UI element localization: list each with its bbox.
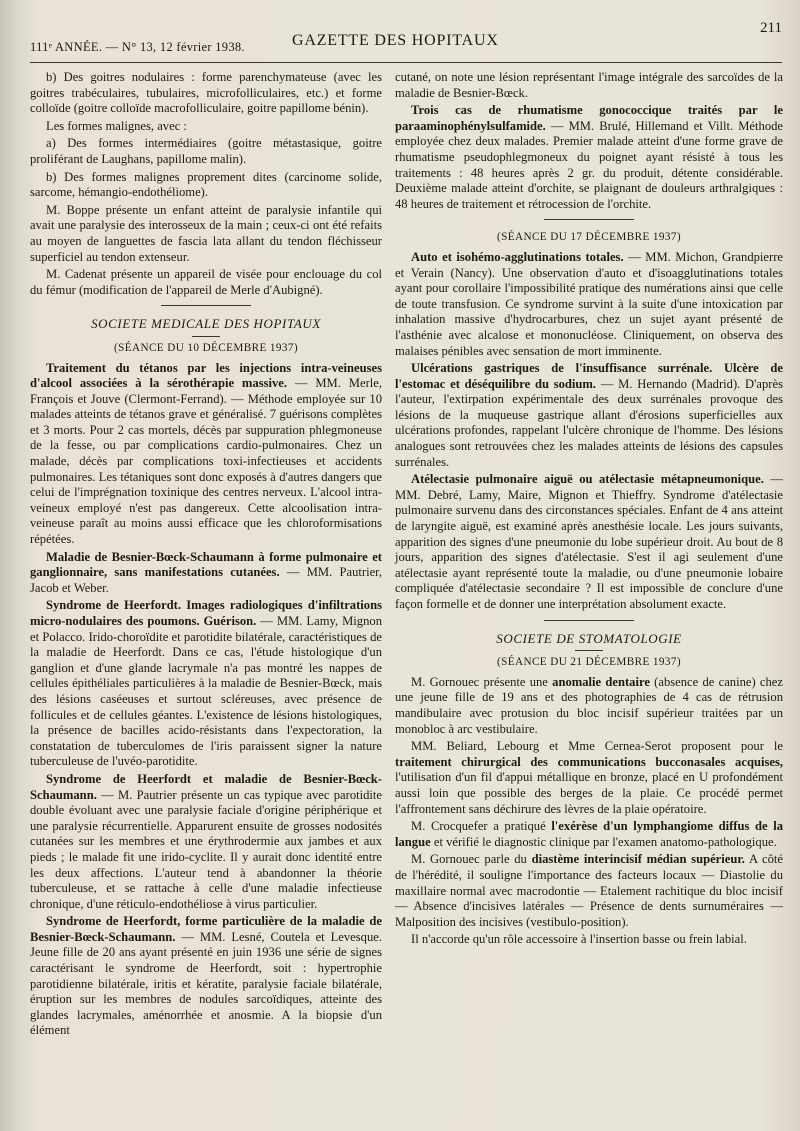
- article-paragraph: [395, 819, 783, 850]
- article-paragraph: [395, 932, 783, 948]
- article-paragraph: [395, 739, 783, 817]
- article-lead: M. Crocquefer a pratiqué: [411, 819, 552, 834]
- section-divider: [575, 650, 603, 651]
- article-body: et vérifié le diagnostic clinique par l'examen anatomo-pathologique.: [430, 834, 777, 849]
- article-body: (absence de canine) chez une jeune fille de 19 ans et des photographies de 4 cas de rétrusion mandibulaire avec protusion du bloc incisif supérieur traitées par un monobloc à arc vestibulaire.: [395, 674, 783, 736]
- article-title: Maladie de Besnier-Bœck-Schaumann à forme pulmonaire et ganglionnaire, sans manifestations cutanées.: [30, 549, 382, 580]
- session-date: (SÉANCE DU 10 DÉCEMBRE 1937): [114, 341, 298, 354]
- intro-paragraph: a) Des formes intermédiaires (goitre métastasique, goitre proliférant de Laughans, papillome malin).: [30, 136, 382, 166]
- intro-paragraph: Les formes malignes, avec :: [46, 118, 187, 133]
- article-paragraph: [30, 550, 382, 597]
- article-paragraph: [30, 772, 382, 912]
- article-paragraph: [30, 914, 382, 1039]
- article-paragraph: [30, 598, 382, 770]
- section-divider: [161, 305, 251, 306]
- article-paragraph: [395, 361, 783, 470]
- left-column: [30, 70, 382, 1041]
- intro-paragraph: M. Boppe présente un enfant atteint de paralysie infantile qui avait une paralysie des interosseux de la main ; ceux-ci ont été refaits au moyen de languettes de fascia lata allant du tendon fléchisseur superficiel au tendon extenseur.: [30, 202, 382, 264]
- article-title: Atélectasie pulmonaire aiguë ou atélectasie métapneumonique.: [411, 472, 764, 487]
- right-column: [395, 70, 783, 950]
- article-title: Ulcérations gastriques de l'insuffisance surrénale. Ulcère de l'estomac et déséquilibre du sodium.: [395, 361, 783, 391]
- article-title: Auto et isohémo-agglutinations totales.: [411, 249, 624, 264]
- article-paragraph: [30, 361, 382, 548]
- article-body: — MM. Pautrier, Jacob et Weber.: [30, 565, 382, 595]
- article-body: — MM. Lamy, Mignon et Polacco. Irido-choroïdite et parotidite bilatérale, caractéristiques de la maladie de Heerfordt. Dans ce cas, l'étude histologique d'un ganglion et d'une glande lacrymale n'a pas montré les nappes de cellules épithéliales particulières à la maladie de Besnier-Bœck, mais des lésions caséeuses et surtout scléreuses, avec présence de follicules et de cellules géantes. L'existence de lésions histologiques, la présence de bacilles acido-résistants dans l'expectoration, la constatation de tuberculomes de l'iris paraissent signer la nature tuberculeuse de l'uvéo-parotidite.: [30, 614, 382, 769]
- article-body: — M. Pautrier présente un cas typique avec parotidite double évoluant avec une paralysie faciale d'origine périphérique et une paralysie récurrentielle. Apparurent ensuite de grosses nodosités cutanées sur les membres et une érythrodermie aux jambes et aux pieds ; le malade fit une irido-cyclite. Il y aurait donc identité entre les deux affections. L'auteur tend à abandonner la théorie tuberculeuse, et se rattache à celle d'une maladie infectieuse chronique, d'une réticulo-endothéliose à virus particulier.: [30, 787, 382, 911]
- journal-title: GAZETTE DES HOPITAUX: [292, 32, 499, 49]
- intro-paragraph: b) Des goitres nodulaires : forme parenchymateuse (avec les goitres trabéculaires, tubulaires, microfolliculaires, etc.) et forme colloïde (goitre colloïde macrofolliculaire, goitre papillome bénin).: [30, 70, 382, 116]
- article-lead: MM. Beliard, Lebourg et Mme Cernea-Serot proposent pour le: [411, 739, 783, 754]
- header-rule: [30, 62, 782, 63]
- article-body: — M. Hernando (Madrid). D'après l'auteur, l'extirpation expérimentale des deux surrénales provoque des lésions de la muqueuse gastrique allant d'érosions superficielles aux ulcérations profondes, rappelant l'ulcère chronique de l'homme. Des lésions analogues sont retrouvées chez les malades atteints de lésions des capsules surrénales.: [395, 376, 783, 469]
- article-title: traitement chirurgical des communications bucconasales acquises,: [395, 754, 783, 769]
- article-lead: M. Gornouec parle du: [411, 852, 532, 867]
- article-paragraph: [395, 103, 783, 212]
- continuation-paragraph: cutané, on note une lésion représentant l'image intégrale des sarcoïdes de la maladie de Besnier-Bœck.: [395, 70, 783, 100]
- intro-paragraph: M. Cadenat présente un appareil de visée pour enclouage du col du fémur (modification de l'appareil de Merle d'Aubigné).: [30, 267, 382, 297]
- article-title: Syndrome de Heerfordt et maladie de Besnier-Bœck-Schaumann.: [30, 771, 382, 802]
- article-lead: M. Gornouec présente une: [411, 674, 553, 689]
- article-body: — MM. Michon, Grandpierre et Verain (Nancy). Une observation d'auto et d'isoagglutinations totales ayant pour corollaire l'impossibilité pratique des numérations ainsi que celle de toute transfusion. Ce syndrome survint à la suite d'une intoxication par inhalation massive d'hydrocarbures, chez un sujet ayant présenté de l'asthénie avec alcalose et mononucléose. Cliniquement, on observa des malaises pénibles avec sensation de mort imminente.: [395, 249, 783, 358]
- article-title: l'exérèse d'un lymphangiome diffus de la langue: [395, 819, 783, 849]
- society-title: SOCIETE MEDICALE DES HOPITAUX: [91, 316, 321, 332]
- section-divider: [192, 336, 220, 337]
- session-date: (SÉANCE DU 21 DÉCEMBRE 1937): [497, 656, 681, 669]
- article-title: Traitement du tétanos par les injections intra-veineuses d'alcool associées à la sérothérapie massive.: [30, 360, 382, 391]
- society-title: SOCIETE DE STOMATOLOGIE: [496, 630, 682, 646]
- article-body: A côté de l'hérédité, il souligne l'importance des facteurs locaux — Diastolie du maxillaire normal avec macrodontie — Etalement rachitique du bloc incisif — Absence d'incisives latérales — Présence de dents surnuméraires — Malposition des incisives (vestibulo-position).: [395, 852, 784, 929]
- article-paragraph: [395, 852, 783, 930]
- session-date: (SÉANCE DU 17 DÉCEMBRE 1937): [497, 231, 681, 244]
- article-title: diastème interincisif médian supérieur.: [531, 852, 745, 867]
- article-paragraph: [395, 472, 783, 612]
- article-body: — MM. Merle, François et Jouve (Clermont-Ferrand). — Méthode employée sur 10 malades atteints de tétanos grave et généralisé. 7 guérisons complètes et 3 morts. Pour 2 cas mortels, décès par suppuration phlegmoneuse de la fesse, ou par complications cardio-pulmonaires. Chez un malade, décès par complications toxi-infectieuses et accidents pulmonaires. Les tétaniques sont donc exposés à d'autres dangers que celui de l'imprégnation toxinique des centres nerveux. L'alcool intra-veineux employé n'est pas dangereux. Cette alcoolisation intra-veineuse paraît au moins aussi efficace que les chloroformisations répétées.: [30, 376, 382, 547]
- article-paragraph: [395, 675, 783, 737]
- article-title: Syndrome de Heerfordt. Images radiologiques d'infiltrations micro-nodulaires des poumons. Guérison.: [30, 598, 382, 628]
- section-divider: [544, 219, 634, 220]
- issue-info: 111ᵉ ANNÉE. — N° 13, 12 février 1938.: [30, 40, 245, 54]
- article-body: — MM. Debré, Lamy, Maire, Mignon et Thieffry. Syndrome d'atélectasie pulmonaire survenu dans des circonstances spéciales. Enfant de 4 ans atteint de laryngite aiguë, est examiné après anesthésie locale. Les jours suivants, apparition des signes d'une pneumonie du lobe supérieur droit. Au bout de 8 jours, apparition des signes d'atélectasie. S'est il agi seulement d'une atélectasie ayant représenté toute la maladie, ou d'une pneumonie lobaire compliquée d'atélectasie secondaire ? Il est impossible de conclure d'une façon formelle et de donner une interprétation absolument exacte.: [395, 472, 783, 611]
- article-body: — MM. Brulé, Hillemand et Villt. Méthode employée chez deux malades. Premier malade atteint d'une forme grave de rhumatisme pseudophlegmoneux du poignet ayant résisté à tous les traitements : 48 heures après 2 gr. du produit, détente considérable. Deuxième malade atteint d'orchite, se plaignant de douleurs arthralgiques : 48 heures de traitement et rétrocession de l'orchite.: [395, 118, 783, 211]
- article-body: — MM. Lesné, Coutela et Levesque. Jeune fille de 20 ans ayant présenté en juin 1936 une série de signes caractérisant le syndrome de Heerfordt, soit : hypertrophie parotidienne bilatérale, iritis et kératite, paralysie faciale bilatérale, éruption sur les membres de nodules sarcoïdiques, atteinte des glandes lacrymales, aménorrhée et anosmie. A la biopsie d'un élément: [30, 929, 382, 1038]
- article-title: Trois cas de rhumatisme gonococcique traités par le paraaminophénylsulfamide.: [395, 103, 783, 133]
- section-divider: [544, 620, 634, 621]
- page-header: [30, 20, 782, 64]
- article-body: l'utilisation d'un fil d'appui métallique en bronze, placé en U profondément aussi loin que possible des berges de la plaie. Ce procédé permet l'affrontement sans déchirure des lèvres de la plaie opératoire.: [395, 770, 783, 816]
- intro-paragraph: b) Des formes malignes proprement dites (carcinome solide, sarcome, hémangio-endothéliome).: [30, 169, 382, 200]
- page-number: 211: [760, 20, 782, 36]
- article-title: anomalie dentaire: [552, 674, 650, 689]
- article-paragraph: [395, 250, 783, 359]
- article-title: Syndrome de Heerfordt, forme particulière de la maladie de Besnier-Bœck-Schaumann.: [30, 914, 382, 944]
- article-body: Il n'accorde qu'un rôle accessoire à l'insertion basse ou frein labial.: [411, 932, 747, 947]
